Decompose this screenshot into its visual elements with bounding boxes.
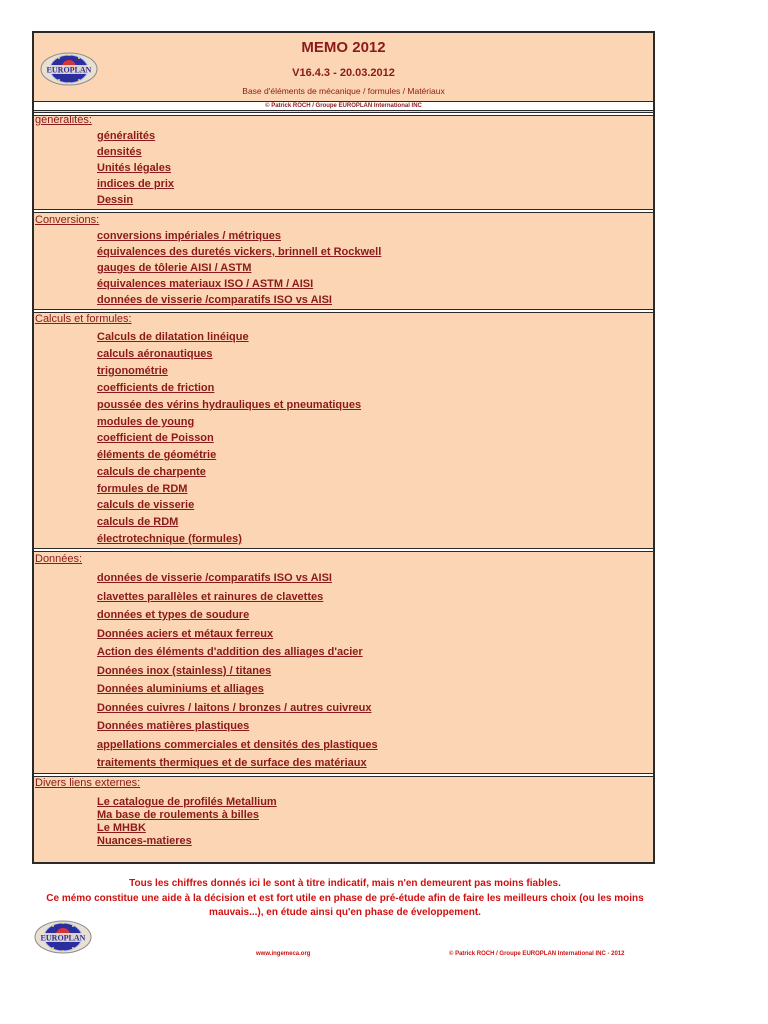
link-cuivres[interactable]: Données cuivres / laitons / bronzes / autres cuivreux bbox=[97, 702, 372, 714]
link-dessin[interactable]: Dessin bbox=[97, 194, 134, 206]
link-donnees-visserie[interactable]: données de visserie /comparatifs ISO vs AISI bbox=[97, 294, 332, 306]
disclaimer-line-3: mauvais...), en étude ainsi qu'en phase de éveloppement. bbox=[209, 907, 481, 918]
link-generalites[interactable]: généralités bbox=[97, 130, 156, 142]
section-title-calculs: Calculs et formules: bbox=[35, 313, 132, 325]
link-aciers-metaux[interactable]: Données aciers et métaux ferreux bbox=[97, 628, 274, 640]
link-matieres-plastiques[interactable]: Données matières plastiques bbox=[97, 720, 250, 732]
section-divider bbox=[34, 209, 653, 213]
link-inox-titanes[interactable]: Données inox (stainless) / titanes bbox=[97, 665, 272, 677]
link-traitements-thermiques[interactable]: traitements thermiques et de surface des matériaux bbox=[97, 757, 367, 769]
link-calculs-charpente[interactable]: calculs de charpente bbox=[97, 466, 206, 478]
disclaimer-line-2: Ce mémo constitue une aide à la décision et est fort utile en phase de pré-étude afin de faire les meilleurs choix (ou les moins bbox=[46, 893, 644, 904]
disclaimer-line-1: Tous les chiffres donnés ici le sont à titre indicatif, mais n'en demeurent pas moins fiables. bbox=[129, 878, 561, 889]
link-appellations-plastiques[interactable]: appellations commerciales et densités des plastiques bbox=[97, 739, 378, 751]
link-conversions-imperiales[interactable]: conversions impériales / métriques bbox=[97, 230, 282, 242]
europlan-logo-footer bbox=[32, 915, 94, 959]
logo-text: EUROPLAN bbox=[40, 933, 86, 943]
link-densites[interactable]: densités bbox=[97, 146, 142, 158]
logo-text: EUROPLAN bbox=[46, 65, 92, 75]
link-poussee-verins[interactable]: poussée des vérins hydrauliques et pneumatiques bbox=[97, 399, 362, 411]
link-mhbk[interactable]: Le MHBK bbox=[97, 822, 146, 834]
section-title-generalites: généralités: bbox=[35, 114, 92, 126]
link-electrotechnique[interactable]: électrotechnique (formules) bbox=[97, 533, 242, 545]
section-title-conversions: Conversions: bbox=[35, 214, 100, 226]
link-equivalences-materiaux[interactable]: équivalences materiaux ISO / ASTM / AISI bbox=[97, 278, 314, 290]
memo-panel bbox=[32, 31, 655, 864]
version-label: V16.4.3 - 20.03.2012 bbox=[292, 67, 395, 79]
footer-website-link[interactable]: www.ingemeca.org bbox=[256, 951, 311, 957]
link-unites-legales[interactable]: Unités légales bbox=[97, 162, 171, 174]
section-divider bbox=[34, 112, 653, 116]
link-nuances-matieres[interactable]: Nuances-matieres bbox=[97, 835, 192, 847]
section-title-liens-externes: Divers liens externes: bbox=[35, 777, 141, 789]
link-formules-rdm[interactable]: formules de RDM bbox=[97, 483, 188, 495]
section-title-donnees: Données: bbox=[35, 553, 83, 565]
link-modules-young[interactable]: modules de young bbox=[97, 416, 195, 428]
link-elements-geometrie[interactable]: éléments de géométrie bbox=[97, 449, 217, 461]
link-metallium[interactable]: Le catalogue de profilés Metallium bbox=[97, 796, 277, 808]
header-copyright: © Patrick ROCH / Groupe EUROPLAN International INC bbox=[34, 102, 653, 111]
link-coefficient-poisson[interactable]: coefficient de Poisson bbox=[97, 432, 214, 444]
link-trigonometrie[interactable]: trigonométrie bbox=[97, 365, 168, 377]
link-indices-de-prix[interactable]: indices de prix bbox=[97, 178, 175, 190]
link-calculs-aeronautiques[interactable]: calculs aéronautiques bbox=[97, 348, 213, 360]
link-alliages-acier[interactable]: Action des éléments d'addition des alliages d'acier bbox=[97, 646, 363, 658]
link-calculs-visserie[interactable]: calculs de visserie bbox=[97, 499, 195, 511]
link-coefficients-friction[interactable]: coefficients de friction bbox=[97, 382, 215, 394]
subtitle: Base d'éléments de mécanique / formules / Matériaux bbox=[242, 86, 445, 96]
link-donnees-visserie-2[interactable]: données de visserie /comparatifs ISO vs AISI bbox=[97, 572, 332, 584]
link-clavettes[interactable]: clavettes parallèles et rainures de clavettes bbox=[97, 591, 324, 603]
link-calculs-rdm[interactable]: calculs de RDM bbox=[97, 516, 179, 528]
page-title: MEMO 2012 bbox=[301, 39, 386, 56]
link-equivalences-duretes[interactable]: équivalences des duretés vickers, brinnell et Rockwell bbox=[97, 246, 382, 258]
section-divider bbox=[34, 548, 653, 552]
link-aluminiums[interactable]: Données aluminiums et alliages bbox=[97, 683, 264, 695]
link-roulements[interactable]: Ma base de roulements à billes bbox=[97, 809, 260, 821]
link-soudure[interactable]: données et types de soudure bbox=[97, 609, 250, 621]
link-gauges-tolerie[interactable]: gauges de tôlerie AISI / ASTM bbox=[97, 262, 252, 274]
footer-copyright: © Patrick ROCH / Groupe EUROPLAN International INC - 2012 bbox=[449, 951, 625, 957]
link-dilatation-lineique[interactable]: Calculs de dilatation linéique bbox=[97, 331, 249, 343]
